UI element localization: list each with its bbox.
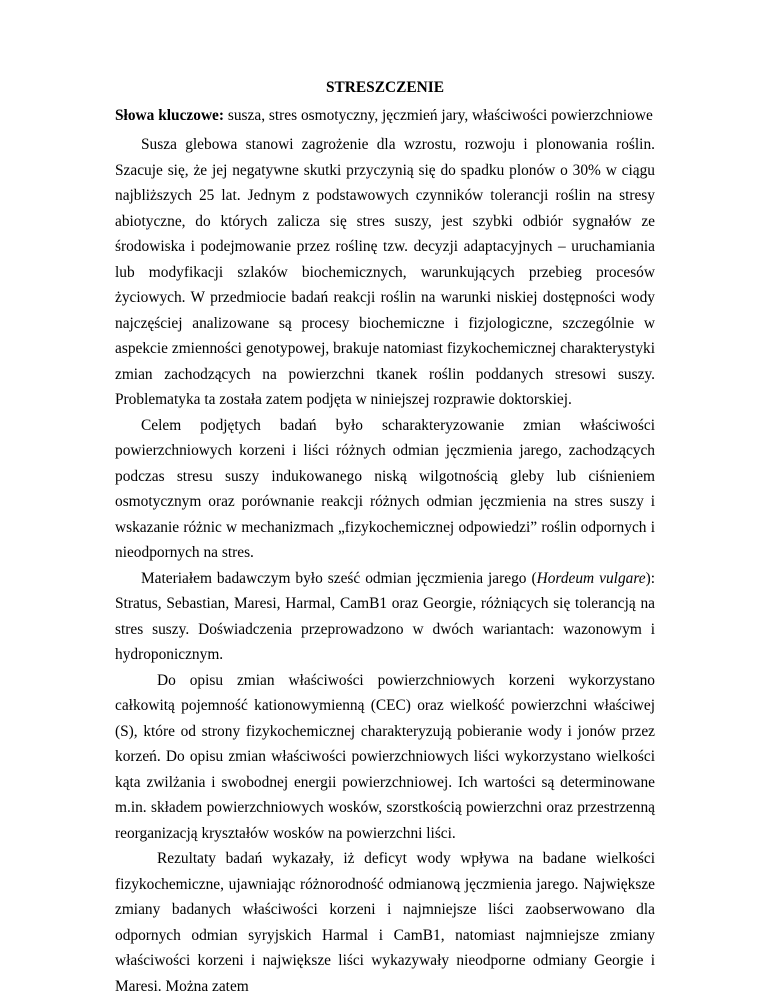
paragraph-1: Susza glebowa stanowi zagrożenie dla wzrostu, rozwoju i plonowania roślin. Szacuje się, że jej negatywne skutki przyczynią się do spadku plonów o 30% w ciągu najbliższych 25 lat. Jednym z podstawowych czynników tolerancji roślin na stresy abiotyczne, do których zalicza się stres suszy, jest szybki odbiór sygnałów ze środowiska i podejmowanie przez roślinę tzw. decyzji adaptacyjnych – uruchamiania lub modyfikacji szlaków biochemicznych, warunkujących przebieg procesów życiowych. W przedmiocie badań reakcji roślin na warunki niskiej dostępności wody najczęściej analizowane są procesy biochemiczne i fizjologiczne, szczególnie w aspekcie zmienności genotypowej, brakuje natomiast fizykochemicznej charakterystyki zmian zachodzących na powierzchni tkanek roślin poddanych stresowi suszy. Problematyka ta została zatem podjęta w niniejszej rozprawie doktorskiej.: [115, 136, 655, 408]
keywords-label: Słowa kluczowe:: [115, 107, 225, 124]
document-page: [115, 78, 655, 999]
paragraph-4: Do opisu zmian właściwości powierzchniowych korzeni wykorzystano całkowitą pojemność kationowymienną (CEC) oraz wielkość powierzchni właściwej (S), które od strony fizykochemicznej charakteryzują pobieranie wody i jonów przez korzeń. Do opisu zmian właściwości powierzchniowych liści wykorzystano wielkości kąta zwilżania i swobodnej energii powierzchniowej. Ich wartości są determinowane m.in. składem powierzchniowych wosków, szorstkością powierzchni oraz przestrzenną reorganizacją kryształów wosków na powierzchni liści.: [115, 671, 655, 842]
species-name: Hordeum vulgare: [536, 569, 646, 587]
keywords-text: susza, stres osmotyczny, jęczmień jary, właściwości powierzchniowe: [224, 107, 653, 124]
page-title: STRESZCZENIE: [325, 79, 445, 96]
paragraph-3-text-b: ): Stratus, Sebastian, Maresi, Harmal, CamB1 oraz Georgie, różniących się tolerancją na stres suszy. Doświadczenia przeprowadzono w dwóch wariantach: wazonowym i hydroponicznym.: [115, 569, 655, 663]
paragraph-5: Rezultaty badań wykazały, iż deficyt wody wpływa na badane wielkości fizykochemiczne, ujawniając różnorodność odmianową jęczmienia jarego. Największe zmiany badanych właściwości korzeni i najmniejsze liści zaobserwowano dla odpornych odmian syryjskich Harmal i CamB1, natomiast najmniejsze zmiany właściwości korzeni i największe liści wykazywały nieodporne odmiany Georgie i Maresi. Można zatem: [115, 850, 655, 995]
paragraph-3-text-a: Materiałem badawczym było sześć odmian jęczmienia jarego (: [141, 569, 537, 587]
keywords-line: [115, 106, 655, 126]
paragraph-3: [115, 566, 655, 668]
paragraph-2: Celem podjętych badań było scharakteryzowanie zmian właściwości powierzchniowych korzeni i liści różnych odmian jęczmienia jarego, zachodzących podczas stresu suszy indukowanego niską wilgotnością gleby lub ciśnieniem osmotycznym oraz porównanie reakcji różnych odmian jęczmienia na stres suszy i wskazanie różnic w mechanizmach „fizykochemicznej odpowiedzi” roślin odpornych i nieodpornych na stres.: [115, 416, 655, 561]
